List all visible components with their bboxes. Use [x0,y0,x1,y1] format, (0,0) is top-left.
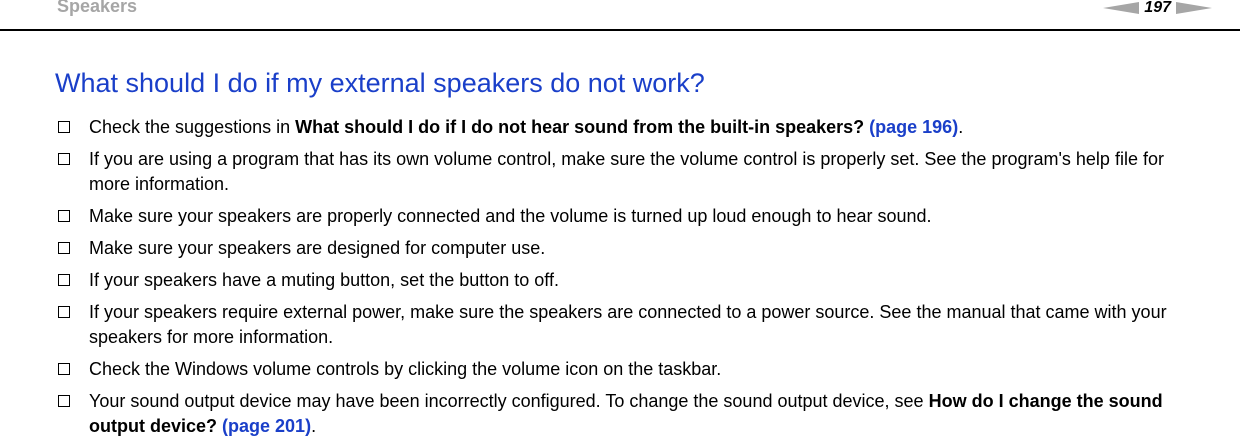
checklist-item [57,236,1207,261]
item-text: Make sure your speakers are designed for computer use. [89,238,546,258]
item-period: . [311,416,317,436]
page-196-link[interactable]: (page 196) [869,117,959,137]
item-text: Check the Windows volume controls by clicking the volume icon on the taskbar. [89,359,722,379]
item-bold-reference: How do I change the sound output device? [89,391,1163,436]
checkbox-bullet-icon [58,153,70,165]
page-heading: What should I do if my external speakers do not work? [55,68,705,98]
checkbox-bullet-icon [58,395,70,407]
page-number: 197 [1144,0,1171,16]
checkbox-bullet-icon [58,210,70,222]
item-text: Check the suggestions in [89,117,296,137]
page-navigation [1103,0,1212,18]
checklist-item [57,147,1207,197]
checkbox-bullet-icon [58,121,70,133]
checklist-item [57,115,1207,140]
item-period: . [958,117,964,137]
item-text: Your sound output device may have been incorrectly configured. To change the sound output device, see [89,391,929,411]
item-bold-reference: What should I do if I do not hear sound from the built-in speakers? [295,117,865,137]
item-text: If your speakers have a muting button, set the button to off. [89,270,559,290]
checklist-item [57,357,1207,382]
checklist-item [57,268,1207,293]
checkbox-bullet-icon [58,274,70,286]
section-label: Speakers [57,0,138,16]
page-201-link[interactable]: (page 201) [222,416,312,436]
checkbox-bullet-icon [58,363,70,375]
item-text: Make sure your speakers are properly connected and the volume is turned up loud enough to hear sound. [89,206,932,226]
checkbox-bullet-icon [58,306,70,318]
header-divider [0,29,1240,31]
checklist [57,115,1207,446]
next-page-arrow-icon[interactable] [1176,2,1212,14]
previous-page-arrow-icon[interactable] [1103,2,1139,14]
checklist-item [57,300,1207,350]
item-text: If you are using a program that has its own volume control, make sure the volume control is properly set. See the program's help file for more information. [89,149,1164,194]
item-text: If your speakers require external power, make sure the speakers are connected to a power source. See the manual that came with your speakers for more information. [89,302,1167,347]
checklist-item [57,389,1207,439]
checklist-item [57,204,1207,229]
checkbox-bullet-icon [58,242,70,254]
